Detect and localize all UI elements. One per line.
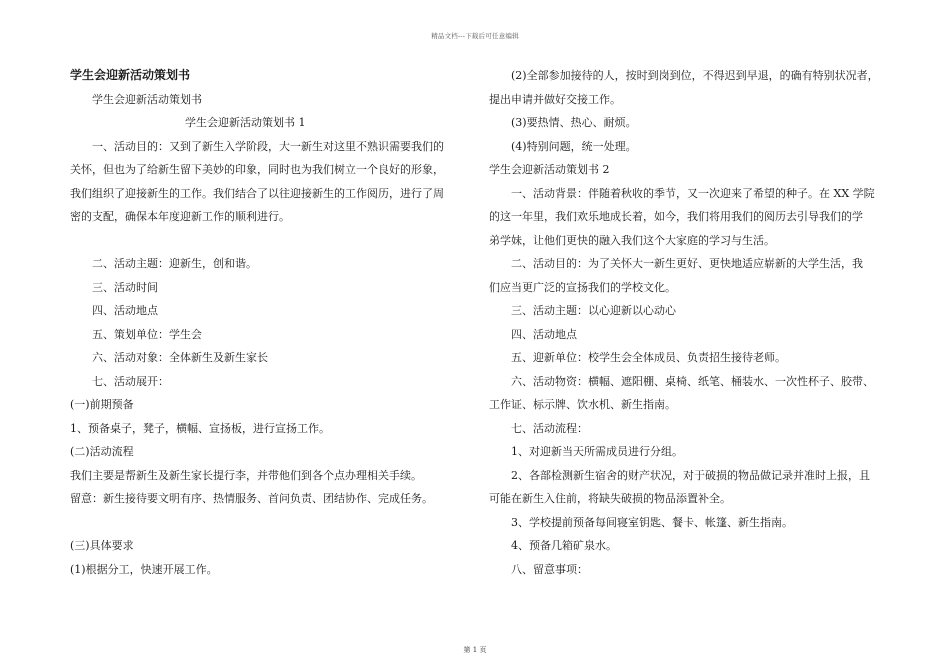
text-line: 六、活动物资：横幅、遮阳棚、桌椅、纸笔、桶装水、一次性杯子、胶带、 bbox=[511, 374, 874, 388]
text-line: 七、活动流程： bbox=[511, 421, 588, 435]
text-line: 1、对迎新当天所需成员进行分组。 bbox=[511, 445, 683, 458]
text-line: 留意：新生接待要文明有序、热情服务、首问负责、团结协作、完成任务。 bbox=[70, 492, 433, 505]
text-line: 4、预备几箱矿泉水。 bbox=[511, 539, 617, 552]
text-line: 工作证、标示牌、饮水机、新生指南。 bbox=[489, 398, 676, 411]
text-line: 弟学妹，让他们更快的融入我们这个大家庭的学习与生活。 bbox=[489, 233, 775, 247]
left-text-column bbox=[70, 64, 465, 581]
text-line: 三、活动主题：以心迎新以心动心 bbox=[511, 304, 676, 317]
text-line: 关怀，但也为了给新生留下美妙的印象，同时也为我们树立一个良好的形象， bbox=[70, 163, 444, 176]
text-line: 1、预备桌子，凳子，横幅、宣扬板，进行宣扬工作。 bbox=[70, 421, 330, 435]
text-line: 学生会迎新活动策划书 2 bbox=[489, 163, 610, 176]
blank-line bbox=[70, 511, 465, 535]
text-line: 八、留意事项： bbox=[511, 562, 588, 576]
text-line: (3)要热情、热心、耐烦。 bbox=[511, 116, 637, 129]
right-text-column bbox=[489, 64, 884, 581]
text-line: (1)根据分工，快速开展工作。 bbox=[70, 562, 218, 576]
text-line: 一、活动目的：又到了新生入学阶段，大一新生对这里不熟识需要我们的 bbox=[92, 139, 444, 153]
text-line: 六、活动对象：全体新生及新生家长 bbox=[92, 351, 268, 364]
text-line: 一、活动背景：伴随着秋收的季节，又一次迎来了希望的种子。在 XX 学院 bbox=[511, 186, 875, 200]
text-line: (二)活动流程 bbox=[70, 445, 134, 458]
text-line: 我们主要是帮新生及新生家长提行李，并带他们到各个点办理相关手续。 bbox=[70, 468, 422, 482]
text-line: (4)特别问题，统一处理。 bbox=[511, 139, 637, 153]
text-line: 2、各部检测新生宿舍的财产状况，对于破损的物品做记录并准时上报，且 bbox=[511, 468, 870, 482]
text-line: 可能在新生入住前，将缺失破损的物品添置补全。 bbox=[489, 492, 731, 505]
text-line: 学生会迎新活动策划书 bbox=[92, 92, 202, 106]
text-line: (一)前期预备 bbox=[70, 398, 134, 411]
text-line: 的这一年里，我们欢乐地成长着，如今，我们将用我们的阅历去引导我们的学 bbox=[489, 210, 863, 223]
document-title: 学生会迎新活动策划书 bbox=[70, 68, 191, 82]
text-line: 二、活动目的：为了关怀大一新生更好、更快地适应崭新的大学生活，我 bbox=[511, 257, 863, 270]
text-line: 三、活动时间 bbox=[92, 280, 158, 294]
text-line: 四、活动地点 bbox=[92, 304, 158, 317]
page-header-note: 精品文档---下载后可任意编辑 bbox=[431, 32, 519, 40]
text-line: (2)全部参加接待的人，按时到岗到位，不得迟到早退，的确有特别状况者， bbox=[511, 69, 879, 82]
text-line: 3、学校提前预备每间寝室钥匙、餐卡、帐篷、新生指南。 bbox=[511, 515, 793, 529]
text-line: 四、活动地点 bbox=[511, 327, 577, 341]
text-line: (三)具体要求 bbox=[70, 539, 134, 552]
text-line: 五、迎新单位：校学生会全体成员、负责招生接待老师。 bbox=[511, 351, 786, 364]
text-line: 二、活动主题：迎新生，创和谐。 bbox=[92, 257, 257, 270]
text-line: 们应当更广泛的宣扬我们的学校文化。 bbox=[489, 280, 676, 294]
text-line: 密的支配，确保本年度迎新工作的顺利进行。 bbox=[70, 210, 290, 223]
text-line: 我们组织了迎接新生的工作。我们结合了以往迎接新生的工作阅历，进行了周 bbox=[70, 186, 444, 200]
page-number: 第 1 页 bbox=[463, 646, 487, 654]
text-line: 五、策划单位：学生会 bbox=[92, 327, 202, 341]
text-line: 七、活动展开： bbox=[92, 374, 169, 388]
blank-line bbox=[70, 229, 465, 253]
text-line: 提出申请并做好交接工作。 bbox=[489, 92, 621, 106]
text-line: 学生会迎新活动策划书 1 bbox=[185, 116, 306, 129]
